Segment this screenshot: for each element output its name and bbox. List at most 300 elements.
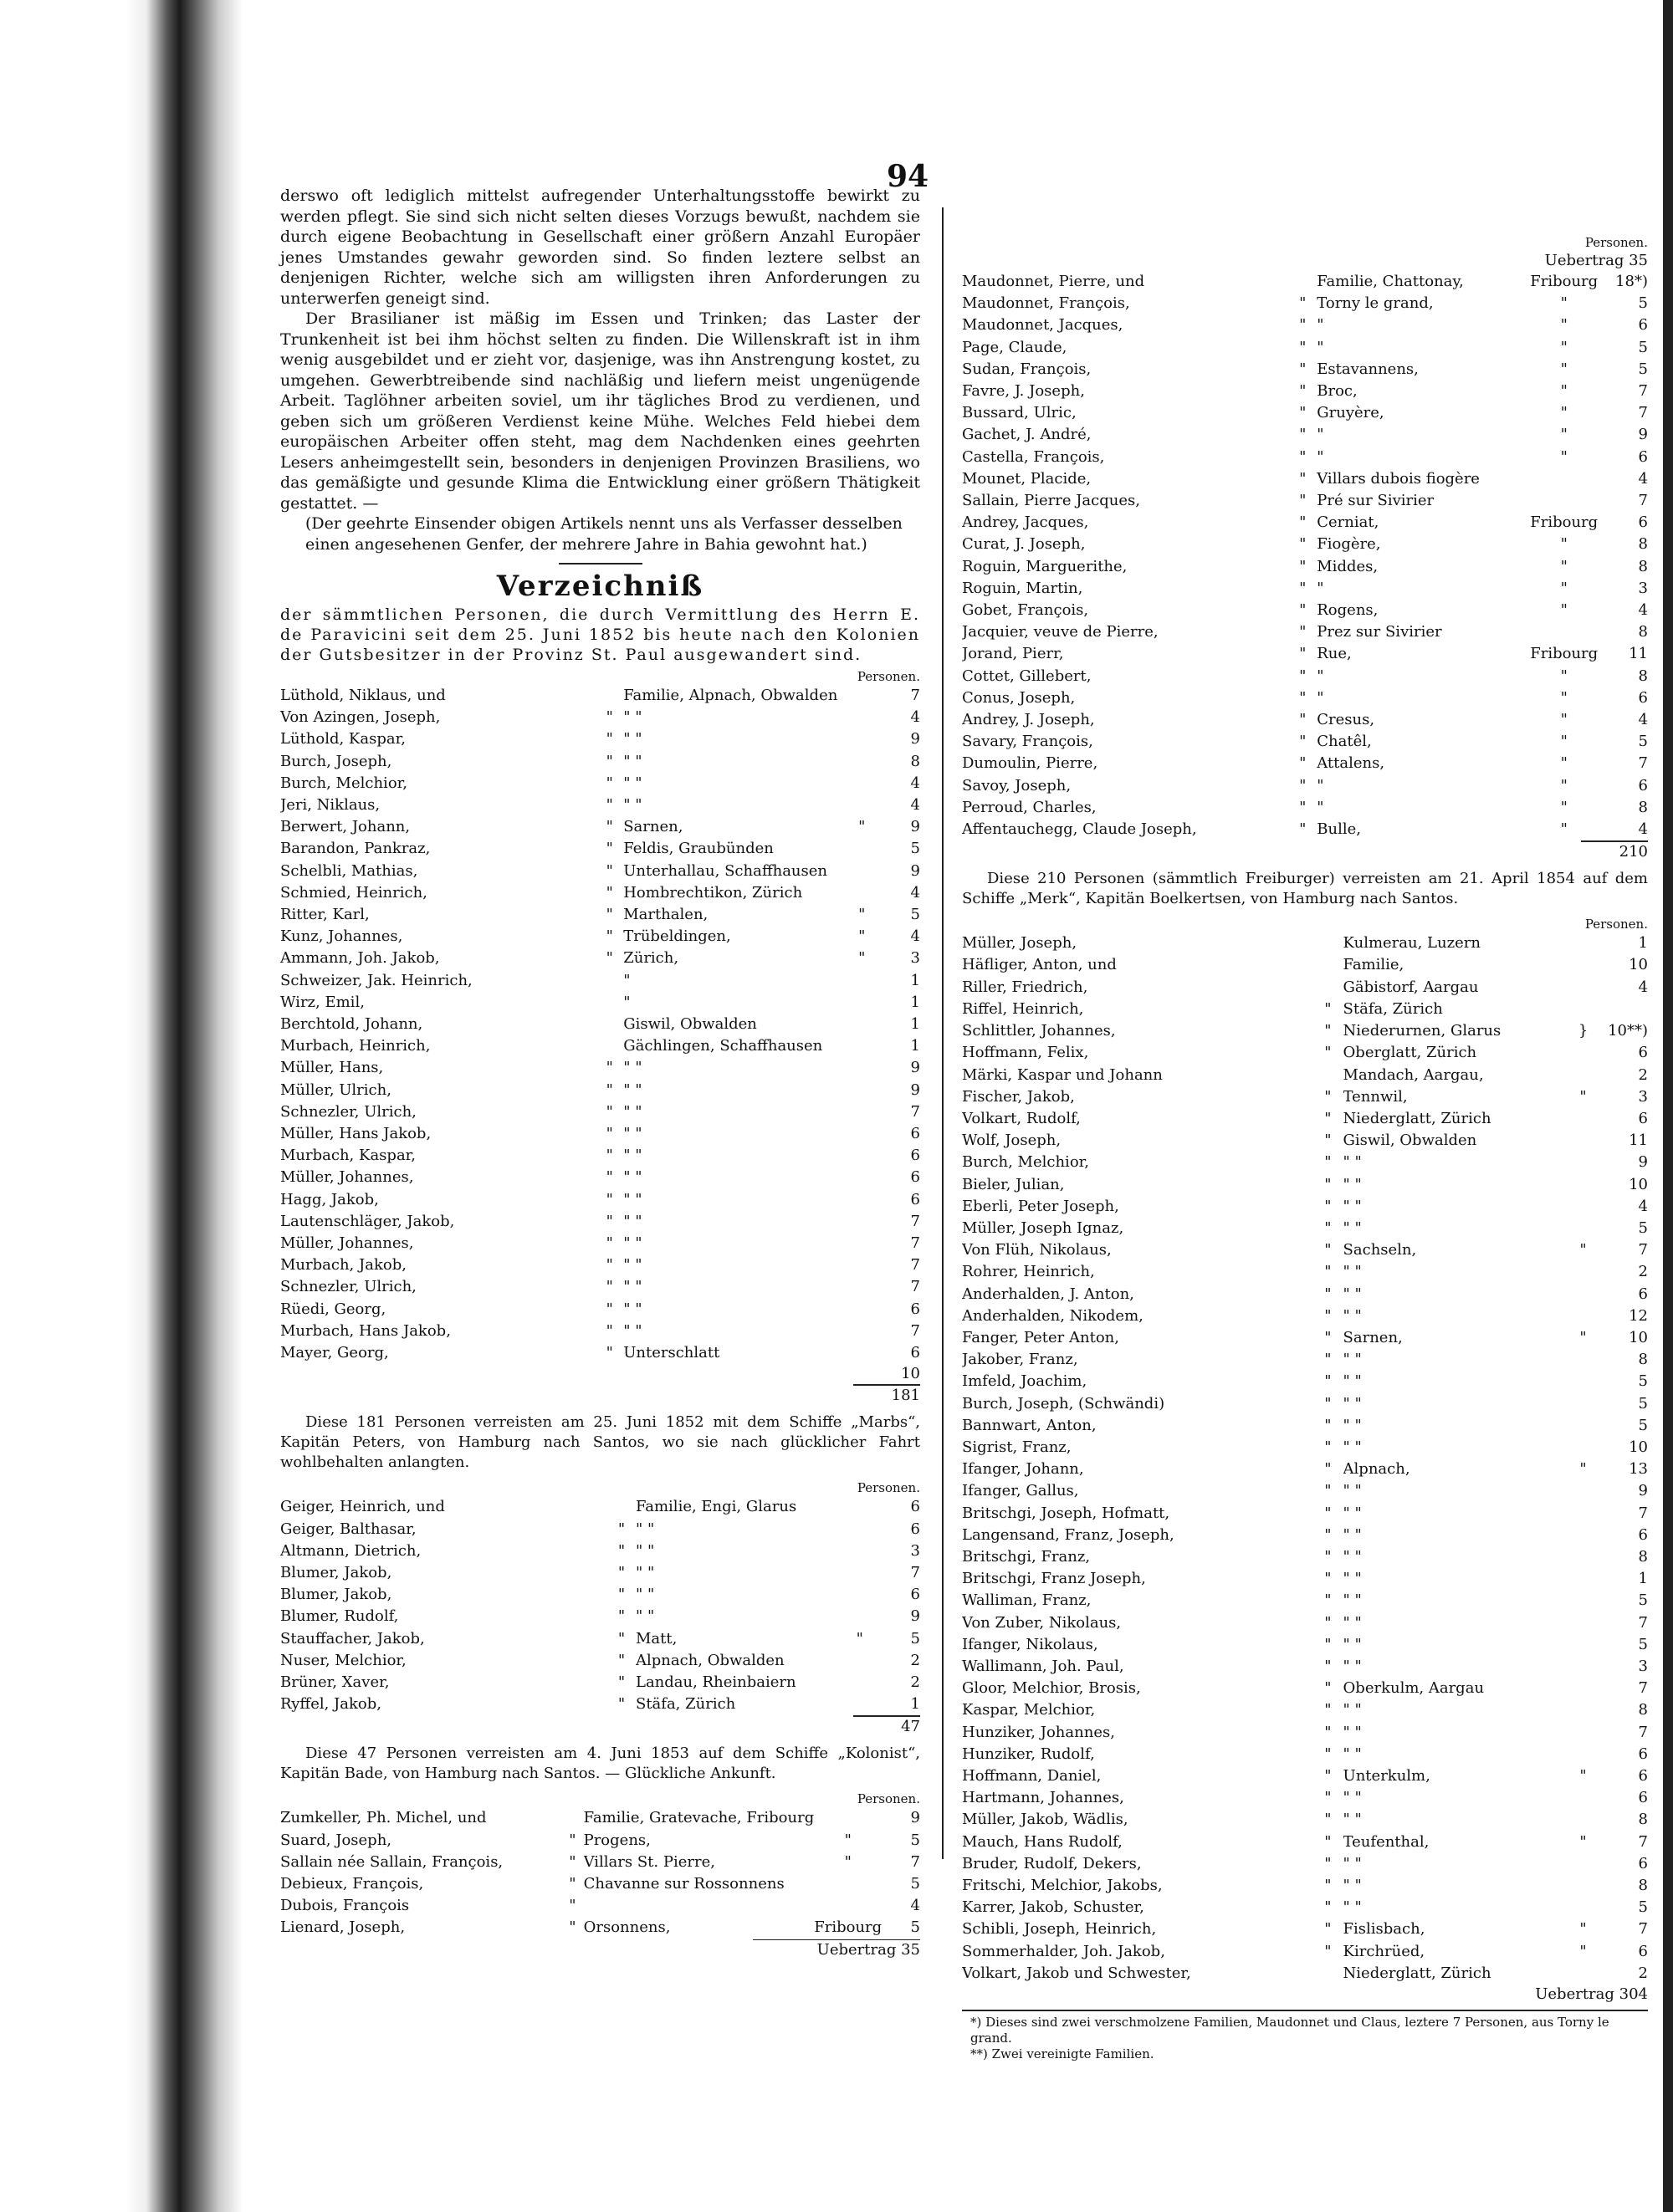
persons-count: 2: [910, 1673, 920, 1691]
person-name: Langensand, Franz, Joseph,: [962, 1525, 1174, 1544]
persons-count: 9: [910, 1607, 920, 1626]
ditto-mark: ": [1299, 645, 1307, 663]
table-row: [962, 775, 1648, 797]
origin-place: " ": [623, 1190, 642, 1208]
origin-place: " ": [623, 1278, 642, 1296]
persons-count: 8: [1638, 1351, 1648, 1369]
table-row: [280, 1276, 920, 1298]
canton-ditto: [852, 1321, 872, 1342]
canton-ditto: ": [1579, 1241, 1587, 1259]
ditto-mark: ": [1299, 294, 1307, 313]
ditto-mark: ": [606, 708, 613, 727]
ditto-mark: ": [1299, 688, 1307, 707]
origin-place: ": [1317, 338, 1324, 356]
canton-ditto: [1572, 1261, 1594, 1283]
table-row: [962, 1503, 1648, 1525]
table-row: [962, 1415, 1648, 1437]
canton-ditto: ": [858, 906, 866, 924]
carry-over: Uebertrag 35: [753, 1939, 920, 1960]
person-name: Jorand, Pierr,: [962, 645, 1064, 663]
person-name: Volkart, Jakob und Schwester,: [962, 1964, 1191, 1982]
person-name: Burch, Melchior,: [280, 774, 407, 792]
persons-count: 1: [1638, 1570, 1648, 1588]
footnotes: [962, 2010, 1648, 2062]
canton-ditto: ": [1560, 294, 1568, 313]
origin-place: ": [623, 993, 631, 1011]
persons-count: 5: [910, 840, 920, 858]
persons-count: 4: [910, 708, 920, 727]
origin-place: Giswil, Obwalden: [1343, 1132, 1477, 1150]
canton-ditto: [1572, 1853, 1594, 1875]
footnote-2: **) Zwei vereinigte Familien.: [970, 2046, 1154, 2062]
person-name: Rohrer, Heinrich,: [962, 1263, 1095, 1281]
origin-place: " ": [623, 1168, 642, 1187]
persons-count: 7: [910, 1256, 920, 1275]
list-extra-count: 10: [901, 1365, 920, 1383]
person-name: Maudonnet, Jacques,: [962, 316, 1123, 335]
person-name: Jacquier, veuve de Pierre,: [962, 623, 1159, 641]
ditto-mark: ": [606, 906, 613, 924]
ditto-mark: ": [1324, 1328, 1332, 1346]
canton-ditto: ": [1560, 382, 1568, 401]
canton-ditto: ": [1560, 579, 1568, 597]
persons-count: 5: [1638, 733, 1648, 751]
table-row: [962, 1656, 1648, 1678]
origin-place: Chatêl,: [1317, 733, 1372, 751]
canton-ditto: [1572, 1744, 1594, 1765]
table-row: [962, 1809, 1648, 1831]
persons-count: 1: [910, 993, 920, 1011]
origin-place: ": [1317, 447, 1324, 466]
table-row: [962, 954, 1648, 976]
table-row: [280, 1519, 920, 1540]
person-name: Schmied, Heinrich,: [280, 883, 427, 902]
ditto-mark: ": [1324, 1898, 1332, 1917]
table-row: [962, 1065, 1648, 1086]
persons-count: 6: [1638, 1789, 1648, 1807]
persons-count: 6: [910, 1586, 920, 1604]
ditto-mark: ": [1324, 1175, 1332, 1193]
table-row: [962, 1744, 1648, 1765]
canton-ditto: [1572, 1130, 1594, 1152]
origin-place: Landau, Rheinbaiern: [635, 1673, 796, 1691]
ditto-mark: ": [1324, 1218, 1332, 1237]
table-row: [962, 1130, 1648, 1152]
persons-count: 9: [910, 1080, 920, 1099]
origin-place: Oberglatt, Zürich: [1343, 1044, 1477, 1062]
persons-count: 6: [910, 1498, 920, 1516]
persons-count: 1: [1638, 934, 1648, 953]
person-name: Bannwart, Anton,: [962, 1416, 1097, 1434]
table-row: [962, 1546, 1648, 1568]
person-name: Fanger, Peter Anton,: [962, 1328, 1119, 1346]
voyage-note-3: Diese 210 Personen (sämmtlich Freiburger) verreisten am 21. April 1854 auf dem Schiffe „Merk“, Kapitän Boelkertsen, von Hamburg nach Santos.: [962, 870, 1648, 908]
table-row: [962, 797, 1648, 819]
emigrant-table-1: [280, 685, 920, 1364]
person-name: Burch, Joseph,: [280, 752, 392, 770]
table-row: [280, 1211, 920, 1233]
canton-ditto: ": [1579, 1328, 1587, 1346]
ditto-mark: ": [606, 949, 613, 968]
persons-count: 6: [910, 1147, 920, 1165]
canton-ditto: [1572, 932, 1594, 954]
canton-ditto: [852, 1189, 872, 1211]
persons-count: 7: [1638, 1679, 1648, 1698]
list-intro: der sämmtlichen Personen, die durch Vermittlung des Herrn E. de Paravicini seit dem 25. Juni 1852 bis heute nach den Kolonien der Gutsbesitzer in der Provinz St. Paul ausgewandert sind.: [280, 605, 920, 664]
table-row: [962, 709, 1648, 731]
table-row: [962, 447, 1648, 468]
origin-place: " ": [1343, 1175, 1362, 1193]
table-row: [280, 1057, 920, 1079]
ditto-mark: ": [1299, 776, 1307, 794]
table-row: [962, 1612, 1648, 1634]
person-name: Roguin, Martin,: [962, 579, 1083, 597]
canton-ditto: ": [844, 1831, 852, 1849]
section-rule: [559, 563, 642, 564]
persons-count: 5: [1638, 1898, 1648, 1917]
table-row: [962, 512, 1648, 534]
person-name: Riller, Friedrich,: [962, 978, 1088, 996]
book-gutter-shadow: [0, 0, 243, 2212]
origin-place: " ": [1343, 1372, 1362, 1391]
person-name: Lüthold, Kaspar,: [280, 730, 406, 748]
ditto-mark: ": [1324, 1416, 1332, 1434]
persons-count: 6: [1638, 447, 1648, 466]
sum-210: 210: [1581, 840, 1648, 862]
persons-count: 7: [1638, 1241, 1648, 1259]
persons-count: 7: [910, 1234, 920, 1253]
person-name: Schlittler, Johannes,: [962, 1022, 1116, 1040]
persons-count: 10: [1629, 1438, 1648, 1456]
persons-count: 7: [1638, 382, 1648, 401]
table-row: [962, 1722, 1648, 1744]
ditto-mark: [596, 992, 623, 1014]
table-row: [962, 1787, 1648, 1809]
persons-count: 4: [910, 1897, 920, 1915]
canton-ditto: [852, 1123, 872, 1145]
persons-count: 6: [910, 1190, 920, 1208]
persons-count: 3: [910, 1541, 920, 1560]
origin-place: " ": [1343, 1218, 1362, 1237]
table-row: [280, 1606, 920, 1627]
person-name: Savary, François,: [962, 733, 1093, 751]
table-row: [962, 556, 1648, 578]
person-name: Fischer, Jakob,: [962, 1087, 1075, 1106]
table-row: [962, 753, 1648, 774]
canton-ditto: [1530, 468, 1599, 490]
table-row: [962, 1108, 1648, 1130]
voyage-note-1: Diese 181 Personen verreisten am 25. Juni 1852 mit dem Schiffe „Marbs“, Kapitän Peters, von Hamburg nach Santos, wo sie nach glücklicher Fahrt wohlbehalten anlangten.: [280, 1413, 920, 1472]
person-name: Debieux, François,: [280, 1874, 424, 1893]
ditto-mark: ": [606, 1321, 613, 1340]
table-row: [280, 1628, 920, 1650]
table-row: [962, 1918, 1648, 1940]
persons-header: Personen.: [1584, 235, 1648, 250]
persons-count: 5: [910, 906, 920, 924]
origin-place: Fiogère,: [1317, 535, 1381, 554]
origin-place: Zürich,: [623, 949, 679, 968]
persons-count: 5: [1638, 1591, 1648, 1610]
ditto-mark: ": [606, 730, 613, 748]
table-row: [962, 1437, 1648, 1458]
persons-count: 5: [1638, 1218, 1648, 1237]
ditto-mark: ": [606, 1147, 613, 1165]
origin-place: " ": [1343, 1438, 1362, 1456]
ditto-mark: [561, 1807, 583, 1829]
persons-count: 7: [1638, 1832, 1648, 1851]
origin-place: Matt,: [635, 1629, 678, 1648]
person-name: Müller, Hans Jakob,: [280, 1125, 432, 1143]
person-name: Suard, Joseph,: [280, 1831, 392, 1849]
table-row: [962, 1284, 1648, 1305]
ditto-mark: ": [1324, 1723, 1332, 1741]
person-name: Sallain née Sallain, François,: [280, 1852, 504, 1871]
persons-count: 6: [1638, 1767, 1648, 1785]
person-name: Wolf, Joseph,: [962, 1132, 1062, 1150]
persons-count: 6: [1638, 1525, 1648, 1544]
canton-ditto: [849, 1540, 870, 1562]
canton-ditto: [1572, 1787, 1594, 1809]
persons-count: 4: [910, 774, 920, 792]
ditto-mark: ": [1324, 1745, 1332, 1763]
table-row: [962, 1152, 1648, 1173]
persons-count: 13: [1629, 1460, 1648, 1479]
origin-place: Alpnach, Obwalden: [635, 1651, 785, 1669]
canton-ditto: [852, 1233, 872, 1254]
person-name: Hoffmann, Felix,: [962, 1044, 1089, 1062]
persons-count: 6: [1638, 513, 1648, 532]
ditto-mark: ": [569, 1874, 576, 1893]
list-title: Verzeichniß: [496, 570, 704, 603]
person-name: Schnezler, Ulrich,: [280, 1102, 417, 1121]
canton-ditto: [1572, 1546, 1594, 1568]
table-row: [962, 293, 1648, 314]
ditto-mark: ": [1299, 820, 1307, 839]
persons-count: 9: [910, 730, 920, 748]
origin-place: [584, 1895, 815, 1917]
origin-place: Unterkulm,: [1343, 1767, 1430, 1785]
canton-ditto: ": [1560, 316, 1568, 335]
person-name: Fritschi, Melchior, Jakobs,: [962, 1877, 1163, 1895]
person-name: Eberli, Peter Joseph,: [962, 1197, 1119, 1215]
canton-ditto: [852, 751, 872, 773]
origin-place: " ": [623, 730, 642, 748]
persons-count: 2: [1638, 1263, 1648, 1281]
person-name: Kunz, Johannes,: [280, 927, 403, 946]
table-row: [962, 1875, 1648, 1897]
persons-count: 5: [1638, 1635, 1648, 1653]
page-edge: [1663, 0, 1673, 2212]
canton-ditto: [852, 992, 872, 1014]
table-row: [280, 1540, 920, 1562]
table-row: [280, 773, 920, 794]
person-name: Dubois, François: [280, 1897, 410, 1915]
table-row: [962, 1765, 1648, 1787]
persons-count: 6: [1638, 1854, 1648, 1872]
table-row: [962, 999, 1648, 1020]
table-row: [962, 271, 1648, 293]
person-name: Müller, Joseph,: [962, 934, 1077, 953]
origin-place: " ": [623, 1300, 642, 1318]
right-column: [962, 234, 1648, 2062]
origin-place: Teufenthal,: [1343, 1832, 1430, 1851]
canton-ditto: [1572, 1634, 1594, 1656]
canton-ditto: [1572, 1393, 1594, 1415]
person-name: Sudan, François,: [962, 360, 1092, 378]
person-name: Maudonnet, Pierre, und: [962, 273, 1145, 290]
ditto-mark: ": [606, 818, 613, 836]
person-name: Ifanger, Gallus,: [962, 1482, 1079, 1500]
person-name: Gachet, J. André,: [962, 426, 1092, 444]
article-paragraph-1: derswo oft lediglich mittelst aufregender Unterhaltungsstoffe bewirkt zu werden pflegt. Sie sind sich nicht selten dieses Vorzugs bewußt, nachdem sie durch eigene Beobachtung in Gesellschaft einer größern Anzahl Europäer jenes Umstandes gewahr geworden sind. So finden leztere selbst an denjenigen Richter, welche sich am willigsten ihren Anforderungen zu unterwerfen geneigt sind.: [280, 186, 920, 308]
person-name: Hartmann, Johannes,: [962, 1789, 1124, 1807]
canton-ditto: ": [1560, 820, 1568, 839]
canton-ditto: [849, 1672, 870, 1693]
origin-place: Kulmerau, Luzern: [1343, 934, 1481, 953]
ditto-mark: ": [1324, 1635, 1332, 1653]
origin-place: " ": [635, 1520, 655, 1538]
table-row: [280, 1014, 920, 1035]
persons-header: Personen.: [857, 669, 920, 684]
table-row: [280, 1123, 920, 1145]
person-name: Ryffel, Jakob,: [280, 1695, 381, 1714]
persons-count: 7: [910, 1563, 920, 1581]
table-row: [962, 468, 1648, 490]
origin-place: Stäfa, Zürich: [635, 1695, 736, 1714]
persons-count: 8: [1638, 1811, 1648, 1829]
ditto-mark: ": [606, 1212, 613, 1230]
canton-ditto: [852, 1254, 872, 1276]
canton-ditto: [849, 1562, 870, 1584]
persons-count: 4: [910, 796, 920, 815]
person-name: Maudonnet, François,: [962, 294, 1130, 313]
table-row: [962, 1831, 1648, 1853]
origin-place: ": [1317, 798, 1324, 816]
ditto-mark: ": [1299, 492, 1307, 510]
person-name: Altmann, Dietrich,: [280, 1541, 422, 1560]
persons-count: 9: [1638, 1482, 1648, 1500]
table-row: [962, 490, 1648, 512]
person-name: Müller, Joseph Ignaz,: [962, 1218, 1124, 1237]
carry-out: Uebertrag 304: [1535, 1985, 1648, 2004]
table-row: [962, 1458, 1648, 1480]
origin-place: Cerniat,: [1317, 513, 1379, 532]
ditto-mark: ": [1299, 754, 1307, 773]
table-row: [280, 1584, 920, 1606]
table-row: [962, 534, 1648, 555]
canton-ditto: ": [1560, 360, 1568, 378]
canton-ditto: [1572, 1963, 1594, 1985]
ditto-mark: ": [569, 1897, 576, 1915]
ditto-mark: ": [1324, 1372, 1332, 1391]
persons-count: 9: [910, 1809, 920, 1827]
person-name: Stauffacher, Jakob,: [280, 1629, 425, 1648]
ditto-mark: ": [606, 1168, 613, 1187]
table-row: [962, 1634, 1648, 1656]
ditto-mark: ": [606, 1059, 613, 1077]
table-row: [962, 1349, 1648, 1371]
person-name: Murbach, Jakob,: [280, 1256, 407, 1275]
table-row: [962, 1678, 1648, 1699]
ditto-mark: ": [1324, 1394, 1332, 1413]
origin-place: Progens,: [583, 1831, 651, 1849]
origin-place: " ": [1343, 1745, 1362, 1763]
ditto-mark: ": [1324, 1832, 1332, 1851]
table-row: [962, 1568, 1648, 1590]
table-row: [280, 1189, 920, 1211]
persons-count: 7: [910, 1278, 920, 1296]
persons-count: 8: [1638, 798, 1648, 816]
origin-place: Attalens,: [1317, 754, 1385, 773]
table-row: [962, 1590, 1648, 1612]
canton-ditto: [1572, 1042, 1594, 1064]
persons-count: 6: [1638, 1285, 1648, 1303]
origin-place: " ": [635, 1563, 655, 1581]
ditto-mark: ": [606, 1256, 613, 1275]
ditto-mark: ": [1299, 469, 1307, 488]
table-row: [280, 1496, 920, 1518]
canton-ditto: [852, 1167, 872, 1188]
persons-count: 6: [1638, 1942, 1648, 1960]
persons-count: 3: [910, 949, 920, 968]
table-row: [280, 1321, 920, 1342]
ditto-mark: ": [1324, 999, 1332, 1018]
origin-place: " ": [1343, 1898, 1362, 1917]
origin-place: " ": [1343, 1504, 1362, 1522]
persons-count: 8: [1638, 557, 1648, 575]
table-row: [962, 687, 1648, 709]
table-row: [280, 904, 920, 926]
canton-ditto: [1572, 1678, 1594, 1699]
canton-ditto: [852, 707, 872, 728]
persons-count: 2: [1638, 1065, 1648, 1084]
person-name: Andrey, Jacques,: [962, 513, 1089, 532]
ditto-mark: ": [1299, 601, 1307, 620]
persons-count: 2: [1638, 1964, 1648, 1982]
origin-place: " ": [623, 1321, 642, 1340]
canton-ditto: [1572, 1108, 1594, 1130]
origin-place: " ": [1343, 1635, 1362, 1653]
table-row: [280, 1693, 920, 1715]
person-name: Müller, Hans,: [280, 1059, 384, 1077]
persons-count: 4: [1638, 978, 1648, 996]
ditto-mark: ": [1299, 360, 1307, 378]
persons-count: 7: [1638, 1504, 1648, 1522]
origin-place: " ": [1343, 1416, 1362, 1434]
person-name: Ritter, Karl,: [280, 906, 370, 924]
origin-place: Gruyère,: [1317, 404, 1384, 422]
person-name: Berchtold, Johann,: [280, 1015, 423, 1034]
origin-place: " ": [1343, 1351, 1362, 1369]
ditto-mark: ": [1324, 1087, 1332, 1106]
origin-place: " ": [623, 1102, 642, 1121]
origin-place: " ": [1343, 1811, 1362, 1829]
person-name: Jeri, Niklaus,: [280, 796, 381, 815]
canton-ditto: ": [1560, 798, 1568, 816]
person-name: Dumoulin, Pierre,: [962, 754, 1098, 773]
ditto-mark: ": [1324, 1022, 1332, 1040]
ditto-mark: ": [606, 883, 613, 902]
table-row: [280, 794, 920, 816]
canton-ditto: [1572, 1349, 1594, 1371]
ditto-mark: ": [617, 1607, 626, 1626]
table-row: [962, 1853, 1648, 1875]
table-row: [962, 600, 1648, 621]
ditto-mark: ": [1324, 1920, 1332, 1939]
person-name: Curat, J. Joseph,: [962, 535, 1086, 554]
page-number: 94: [887, 159, 929, 194]
canton-ditto: ": [858, 818, 866, 836]
